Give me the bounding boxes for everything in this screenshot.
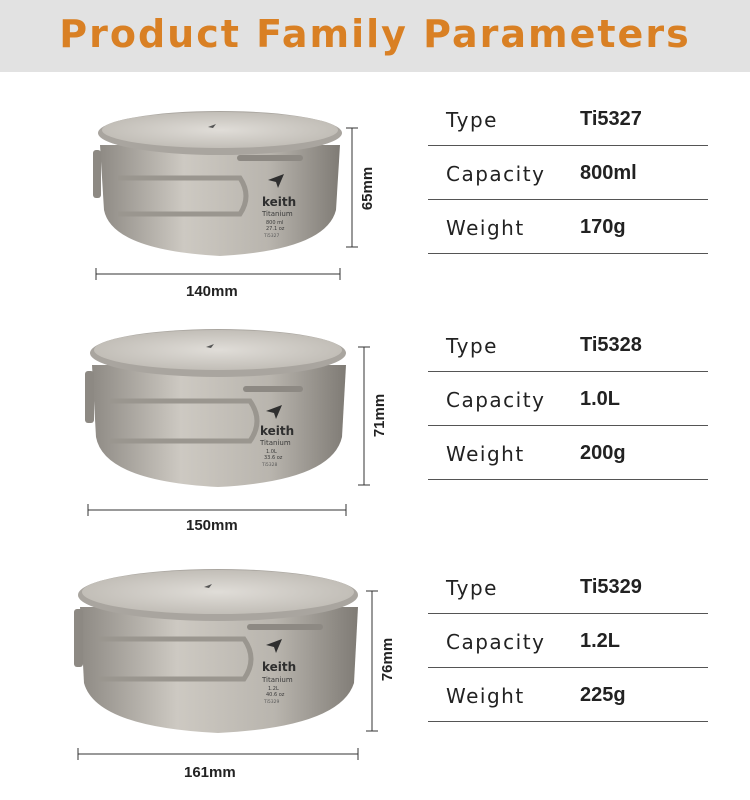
spec-row-type bbox=[428, 318, 708, 372]
svg-text:Ti5328: Ti5328 bbox=[262, 463, 278, 468]
spec-table bbox=[428, 560, 708, 722]
spec-key: Type bbox=[446, 576, 498, 600]
spec-row-weight bbox=[428, 200, 708, 254]
svg-text:33.6 oz: 33.6 oz bbox=[264, 455, 283, 461]
width-dimension-label: 140mm bbox=[186, 283, 238, 300]
height-dimension-label: 76mm bbox=[379, 637, 397, 682]
spec-key: Weight bbox=[446, 442, 525, 466]
spec-table bbox=[428, 318, 708, 480]
svg-text:27.1 oz: 27.1 oz bbox=[266, 226, 285, 232]
height-dimension-label: 65mm bbox=[359, 166, 377, 211]
width-dimension-label: 161mm bbox=[184, 764, 236, 781]
product-ti5328 bbox=[0, 325, 750, 555]
spec-row-capacity bbox=[428, 146, 708, 200]
spec-key: Type bbox=[446, 334, 498, 358]
svg-text:Titanium: Titanium bbox=[260, 439, 291, 447]
spec-row-weight bbox=[428, 668, 708, 722]
width-dimension-label: 150mm bbox=[186, 517, 238, 534]
svg-text:keith: keith bbox=[262, 660, 297, 674]
svg-text:Ti5327: Ti5327 bbox=[264, 234, 280, 239]
spec-key: Weight bbox=[446, 216, 525, 240]
spec-value: Ti5327 bbox=[580, 108, 642, 130]
spec-value: Ti5329 bbox=[580, 576, 642, 598]
spec-row-capacity bbox=[428, 372, 708, 426]
spec-key: Weight bbox=[446, 684, 525, 708]
spec-key: Capacity bbox=[446, 630, 546, 654]
spec-row-capacity bbox=[428, 614, 708, 668]
spec-value: 1.0L bbox=[580, 388, 621, 410]
svg-text:Ti5329: Ti5329 bbox=[264, 700, 280, 705]
page-title: Product Family Parameters bbox=[59, 12, 691, 56]
spec-key: Capacity bbox=[446, 388, 546, 412]
product-ti5327 bbox=[0, 100, 750, 330]
svg-text:800 ml: 800 ml bbox=[266, 220, 284, 226]
spec-value: 1.2L bbox=[580, 630, 621, 652]
header-banner bbox=[0, 0, 750, 72]
svg-text:40.6 oz: 40.6 oz bbox=[266, 692, 285, 698]
spec-value: Ti5328 bbox=[580, 334, 642, 356]
svg-text:1.2L: 1.2L bbox=[268, 686, 279, 692]
spec-key: Type bbox=[446, 108, 498, 132]
spec-value: 170g bbox=[580, 216, 626, 238]
spec-row-type bbox=[428, 92, 708, 146]
spec-row-type bbox=[428, 560, 708, 614]
svg-text:Titanium: Titanium bbox=[262, 676, 293, 684]
height-dimension-label: 71mm bbox=[371, 393, 389, 438]
spec-value: 800ml bbox=[580, 162, 637, 184]
spec-table bbox=[428, 92, 708, 254]
svg-text:1.0L: 1.0L bbox=[266, 449, 277, 455]
spec-value: 225g bbox=[580, 684, 626, 706]
svg-text:keith: keith bbox=[262, 195, 297, 209]
svg-text:keith: keith bbox=[260, 424, 295, 438]
product-ti5329 bbox=[0, 565, 750, 795]
spec-row-weight bbox=[428, 426, 708, 480]
spec-key: Capacity bbox=[446, 162, 546, 186]
spec-value: 200g bbox=[580, 442, 626, 464]
svg-text:Titanium: Titanium bbox=[262, 210, 293, 218]
